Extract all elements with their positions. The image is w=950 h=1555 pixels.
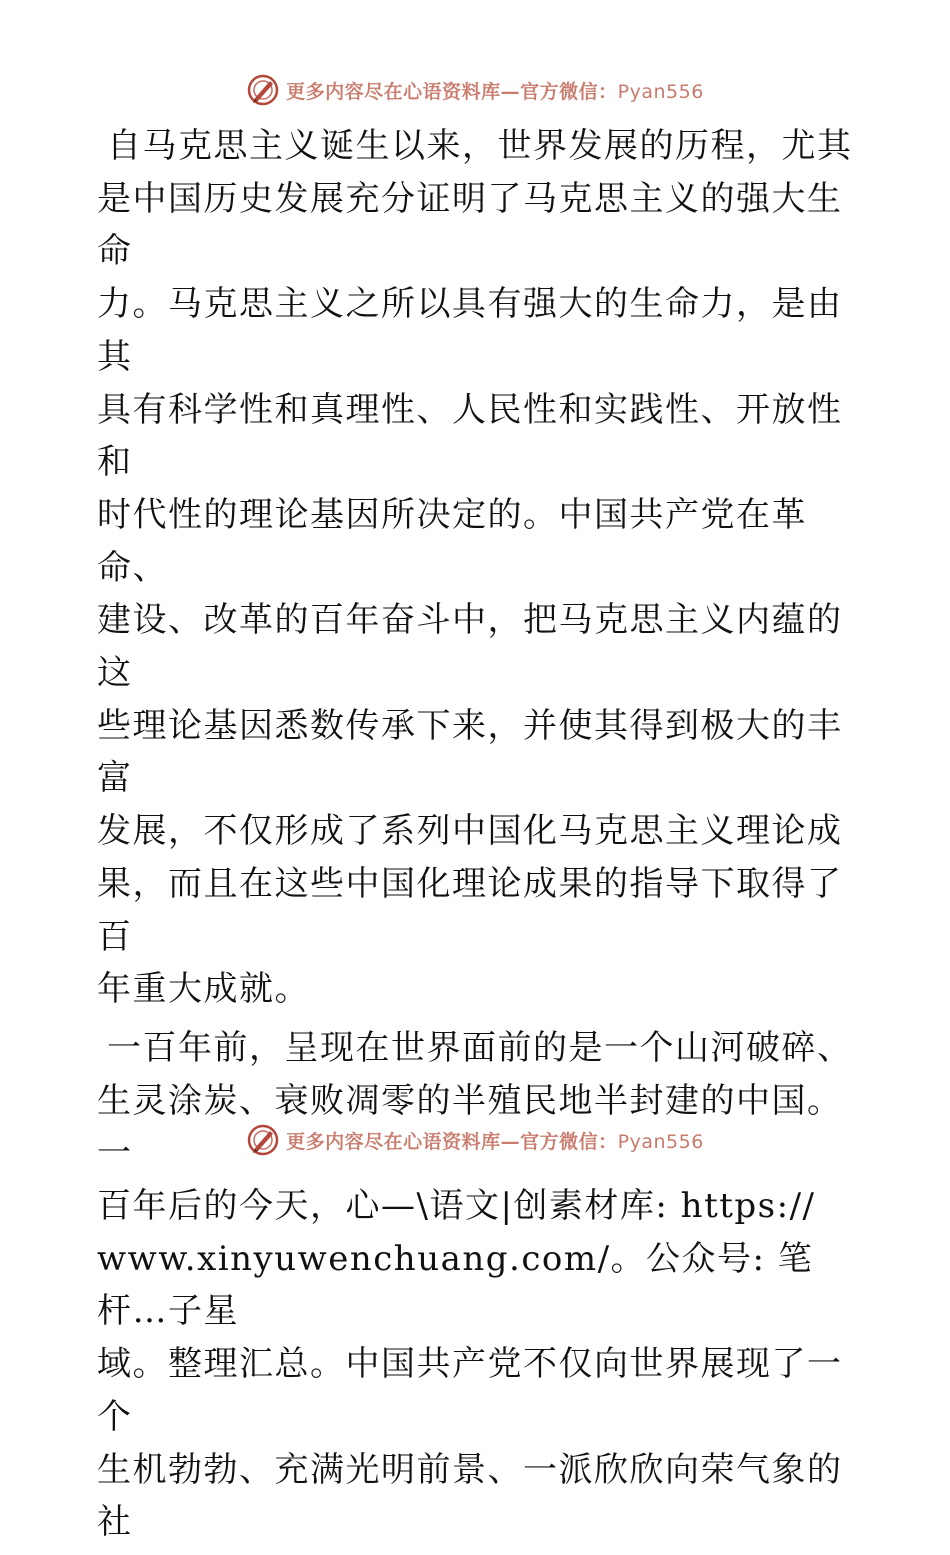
- footer-watermark-banner: [0, 1120, 950, 1160]
- footer-banner-text: 更多内容尽在心语资料库—官方微信：Pyan556: [286, 1130, 704, 1153]
- text-line: 时代性的理论基因所决定的。中国共产党在革命、: [97, 494, 807, 588]
- paragraph-1: [97, 120, 857, 1016]
- pen-logo-icon: [246, 1123, 280, 1157]
- pen-logo-icon: [246, 73, 280, 107]
- text-line: 生机勃勃、充满光明前景、一派欣欣向荣气象的社: [97, 1449, 843, 1543]
- text-line: 自马克思主义诞生以来，世界发展的历程，尤其: [107, 126, 853, 166]
- text-line: 一百年前，呈现在世界面前的是一个山河破碎、: [107, 1027, 853, 1068]
- header-watermark-banner: [0, 70, 950, 110]
- text-line: 力。马克思主义之所以具有强大的生命力，是由其: [97, 284, 843, 377]
- text-line: 发展，不仅形成了系列中国化马克思主义理论成: [97, 811, 843, 852]
- text-line: 果，而且在这些中国化理论成果的指导下取得了百: [97, 863, 843, 957]
- paragraph-2: [97, 1022, 857, 1549]
- text-line: 域。整理汇总。中国共产党不仅向世界展现了一个: [97, 1344, 843, 1437]
- text-line: 具有科学性和真理性、人民性和实践性、开放性和: [97, 389, 843, 483]
- text-line: 些理论基因悉数传承下来，并使其得到极大的丰富: [97, 705, 843, 799]
- text-line: www.xinyuwenchuang.com/。公众号: 笔杆…子星: [97, 1238, 814, 1332]
- text-line: 建设、改革的百年奋斗中，把马克思主义内蕴的这: [97, 600, 843, 694]
- text-line: 是中国历史发展充分证明了马克思主义的强大生命: [97, 178, 843, 272]
- text-line: 年重大成就。: [97, 969, 310, 1010]
- document-body: [97, 120, 857, 1555]
- text-line: 生灵涂炭、衰败凋零的半殖民地半封建的中国。一: [97, 1080, 843, 1174]
- text-line: 百年后的今天，心—\语文|创素材库: https://: [97, 1186, 816, 1227]
- header-banner-text: 更多内容尽在心语资料库—官方微信：Pyan556: [286, 80, 704, 103]
